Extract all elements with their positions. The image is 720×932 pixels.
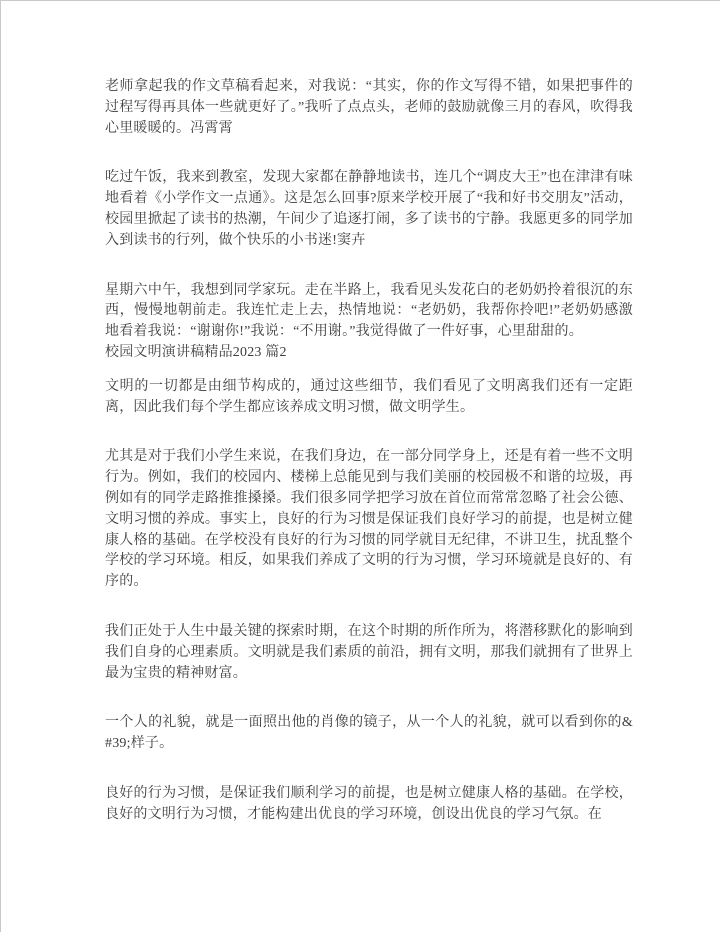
paragraph-civilization-details: 文明的一切都是由细节构成的，通过这些细节，我们看见了文明离我们还有一定距离，因此我们每个学生都应该养成文明习惯，做文明学生。 — [105, 378, 633, 415]
paragraph-uncivilized-behavior: 尤其是对于我们小学生来说，在我们身边，在一部分同学身上，还是有着一些不文明行为。例如，我们的校园内、楼梯上总能见到与我们美丽的校园极不和谐的垃圾，再例如有的同学走路推推搡搡。我们很多同学把学习放在首位而常常忽略了社会公德、文明习惯的养成。事实上，良好的行为习惯是保证我们良好学习的前提，也是树立健康人格的基础。在学校没有良好的行为习惯的同学就目无纪律，不讲卫生，扰乱整个学校的学习环境。相反，如果我们养成了文明的行为习惯，学习环境就是良好的、有序的。 — [105, 449, 633, 590]
paragraph-politeness-mirror: 一个人的礼貌，就是一面照出他的肖像的镜子，从一个人的礼貌，就可以看到你的&#39;样子。 — [105, 715, 633, 752]
article-body — [105, 77, 633, 855]
paragraph-exploration-period: 我们正处于人生中最关键的探索时期，在这个时期的所作所为，将潜移默化的影响到我们自身的心理素质。文明就是我们素质的前沿，拥有文明，那我们就拥有了世界上最为宝贵的精神财富。 — [105, 623, 633, 681]
paragraph-good-habits: 良好的行为习惯，是保证我们顺利学习的前提，也是树立健康人格的基础。在学校，良好的文明行为习惯，才能构建出优良的学习环境，创设出优良的学习气氛。在 — [105, 785, 633, 822]
paragraph-teacher-encouragement: 老师拿起我的作文草稿看起来，对我说：“其实，你的作文写得不错，如果把事件的过程写得再具体一些就更好了。”我听了点点头，老师的鼓励就像三月的春风，吹得我心里暖暖的。冯霄霄 — [105, 79, 633, 136]
section-heading: 校园文明演讲稿精品2023 篇2 — [105, 344, 287, 360]
paragraph-reading-activity: 吃过午饭，我来到教室，发现大家都在静静地读书，连几个“调皮大王”也在津津有味地看着《小学作文一点通》。这是怎么回事?原来学校开展了“我和好书交朋友”活动，校园里掀起了读书的热潮，午间少了追逐打闹，多了读书的宁静。我愿更多的同学加入到读书的行列，做个快乐的小书迷!窦卉 — [105, 170, 633, 248]
paragraph-helping-grandma: 星期六中午，我想到同学家玩。走在半路上，我看见头发花白的老奶奶拎着很沉的东西，慢慢地朝前走。我连忙走上去，热情地说：“老奶奶，我帮你拎吧!”老奶奶感激地看着我说：“谢谢你!”我说：“不用谢。”我觉得做了一件好事，心里甜甜的。 — [105, 282, 633, 340]
